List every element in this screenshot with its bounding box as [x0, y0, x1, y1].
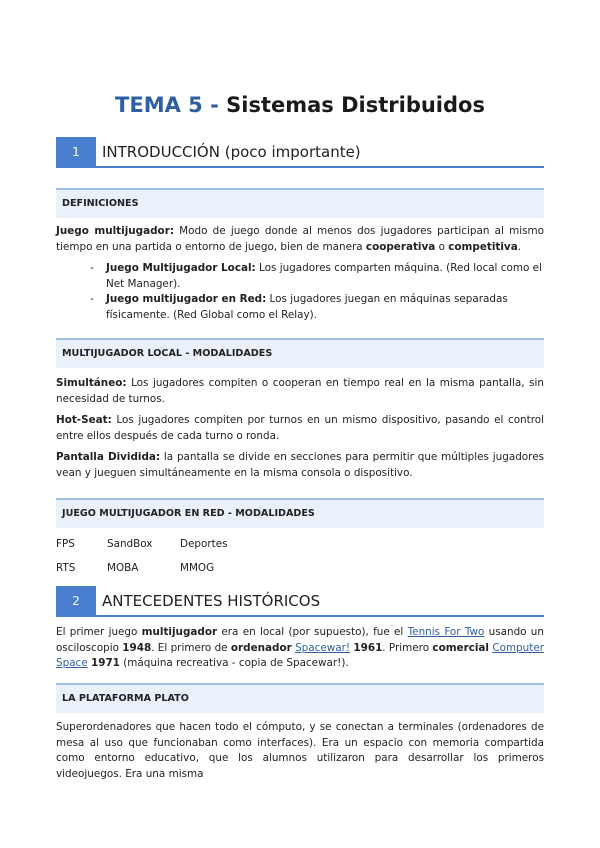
subsection-heading: JUEGO MULTIJUGADOR EN RED - MODALIDADES — [56, 498, 544, 528]
paragraph: Hot-Seat: Los jugadores compiten por turnos en un mismo dispositivo, pasando el control entre ellos después de cada turno o ronda. — [56, 414, 544, 442]
paragraph: Superordenadores que hacen todo el cómputo, y se conectan a terminales (ordenadores de mesa al uso que funcionaban como interfaces). Era un espacio con memoria compartida como entorno educativo, que los alumnos utilizaron para desarrollar los primeros videojuegos. Era una misma — [56, 721, 544, 780]
paragraph: Pantalla Dividida: la pantalla se divide en secciones para permitir que múltiples jugadores vean y jueguen simultáneamente en la misma consola o dispositivo. — [56, 451, 545, 480]
modalidades-grid — [56, 537, 544, 576]
paragraph: Simultáneo: Los jugadores compiten o cooperan en tiempo real en la misma pantalla, sin necesidad de turnos. — [56, 377, 544, 405]
subsection-definiciones — [56, 188, 544, 218]
link-tennis-for-two[interactable]: Tennis For Two — [407, 626, 485, 638]
local-body — [56, 376, 544, 482]
section-title: ANTECEDENTES HISTÓRICOS — [102, 591, 321, 610]
section-number: 1 — [56, 137, 96, 167]
subsection-local — [56, 338, 544, 368]
subsection-red — [56, 498, 544, 528]
subsection-heading: DEFINICIONES — [56, 188, 544, 218]
grid-row: FPS SandBox Deportes — [56, 538, 228, 550]
section-title: INTRODUCCIÓN (poco importante) — [102, 142, 361, 161]
list-item: - Juego Multijugador Local: Los jugadores comparten máquina. (Red local como el Net Manager). — [90, 261, 544, 292]
antecedentes-body — [56, 625, 544, 672]
definition-paragraph: Juego multijugador: Modo de juego donde al menos dos jugadores participan al mismo tiempo en una partida o entorno de juego, bien de manera cooperativa o competitiva. — [56, 225, 544, 253]
link-spacewar[interactable]: Spacewar! — [295, 641, 351, 654]
section-1-header — [56, 138, 544, 168]
subsection-heading: LA PLATAFORMA PLATO — [56, 683, 544, 713]
section-number: 2 — [56, 586, 96, 616]
plato-body — [56, 720, 544, 782]
subsection-plato — [56, 683, 544, 713]
link-computer-space[interactable]: Computer Space — [56, 641, 544, 670]
title-prefix: TEMA 5 - — [115, 93, 219, 117]
list-item: - Juego multijugador en Red: Los jugadores juegan en máquinas separadas físicamente. (Red Global como el Relay). — [90, 292, 544, 323]
grid-row: RTS MOBA MMOG — [56, 561, 215, 574]
definiciones-body — [56, 224, 544, 324]
paragraph: El primer juego multijugador era en local (por supuesto), fue el Tennis For Two usando un osciloscopio 1948. El primero de ordenador Spacewar! 1961. Primero comercial Computer Space 1971 (máquina recreativa - copia de Spacewar!). — [56, 626, 544, 670]
section-2-header — [56, 587, 544, 617]
page-title — [56, 0, 544, 118]
definition-list — [56, 261, 544, 323]
title-main: Sistemas Distribuidos — [226, 93, 485, 117]
subsection-heading: MULTIJUGADOR LOCAL - MODALIDADES — [56, 338, 544, 368]
